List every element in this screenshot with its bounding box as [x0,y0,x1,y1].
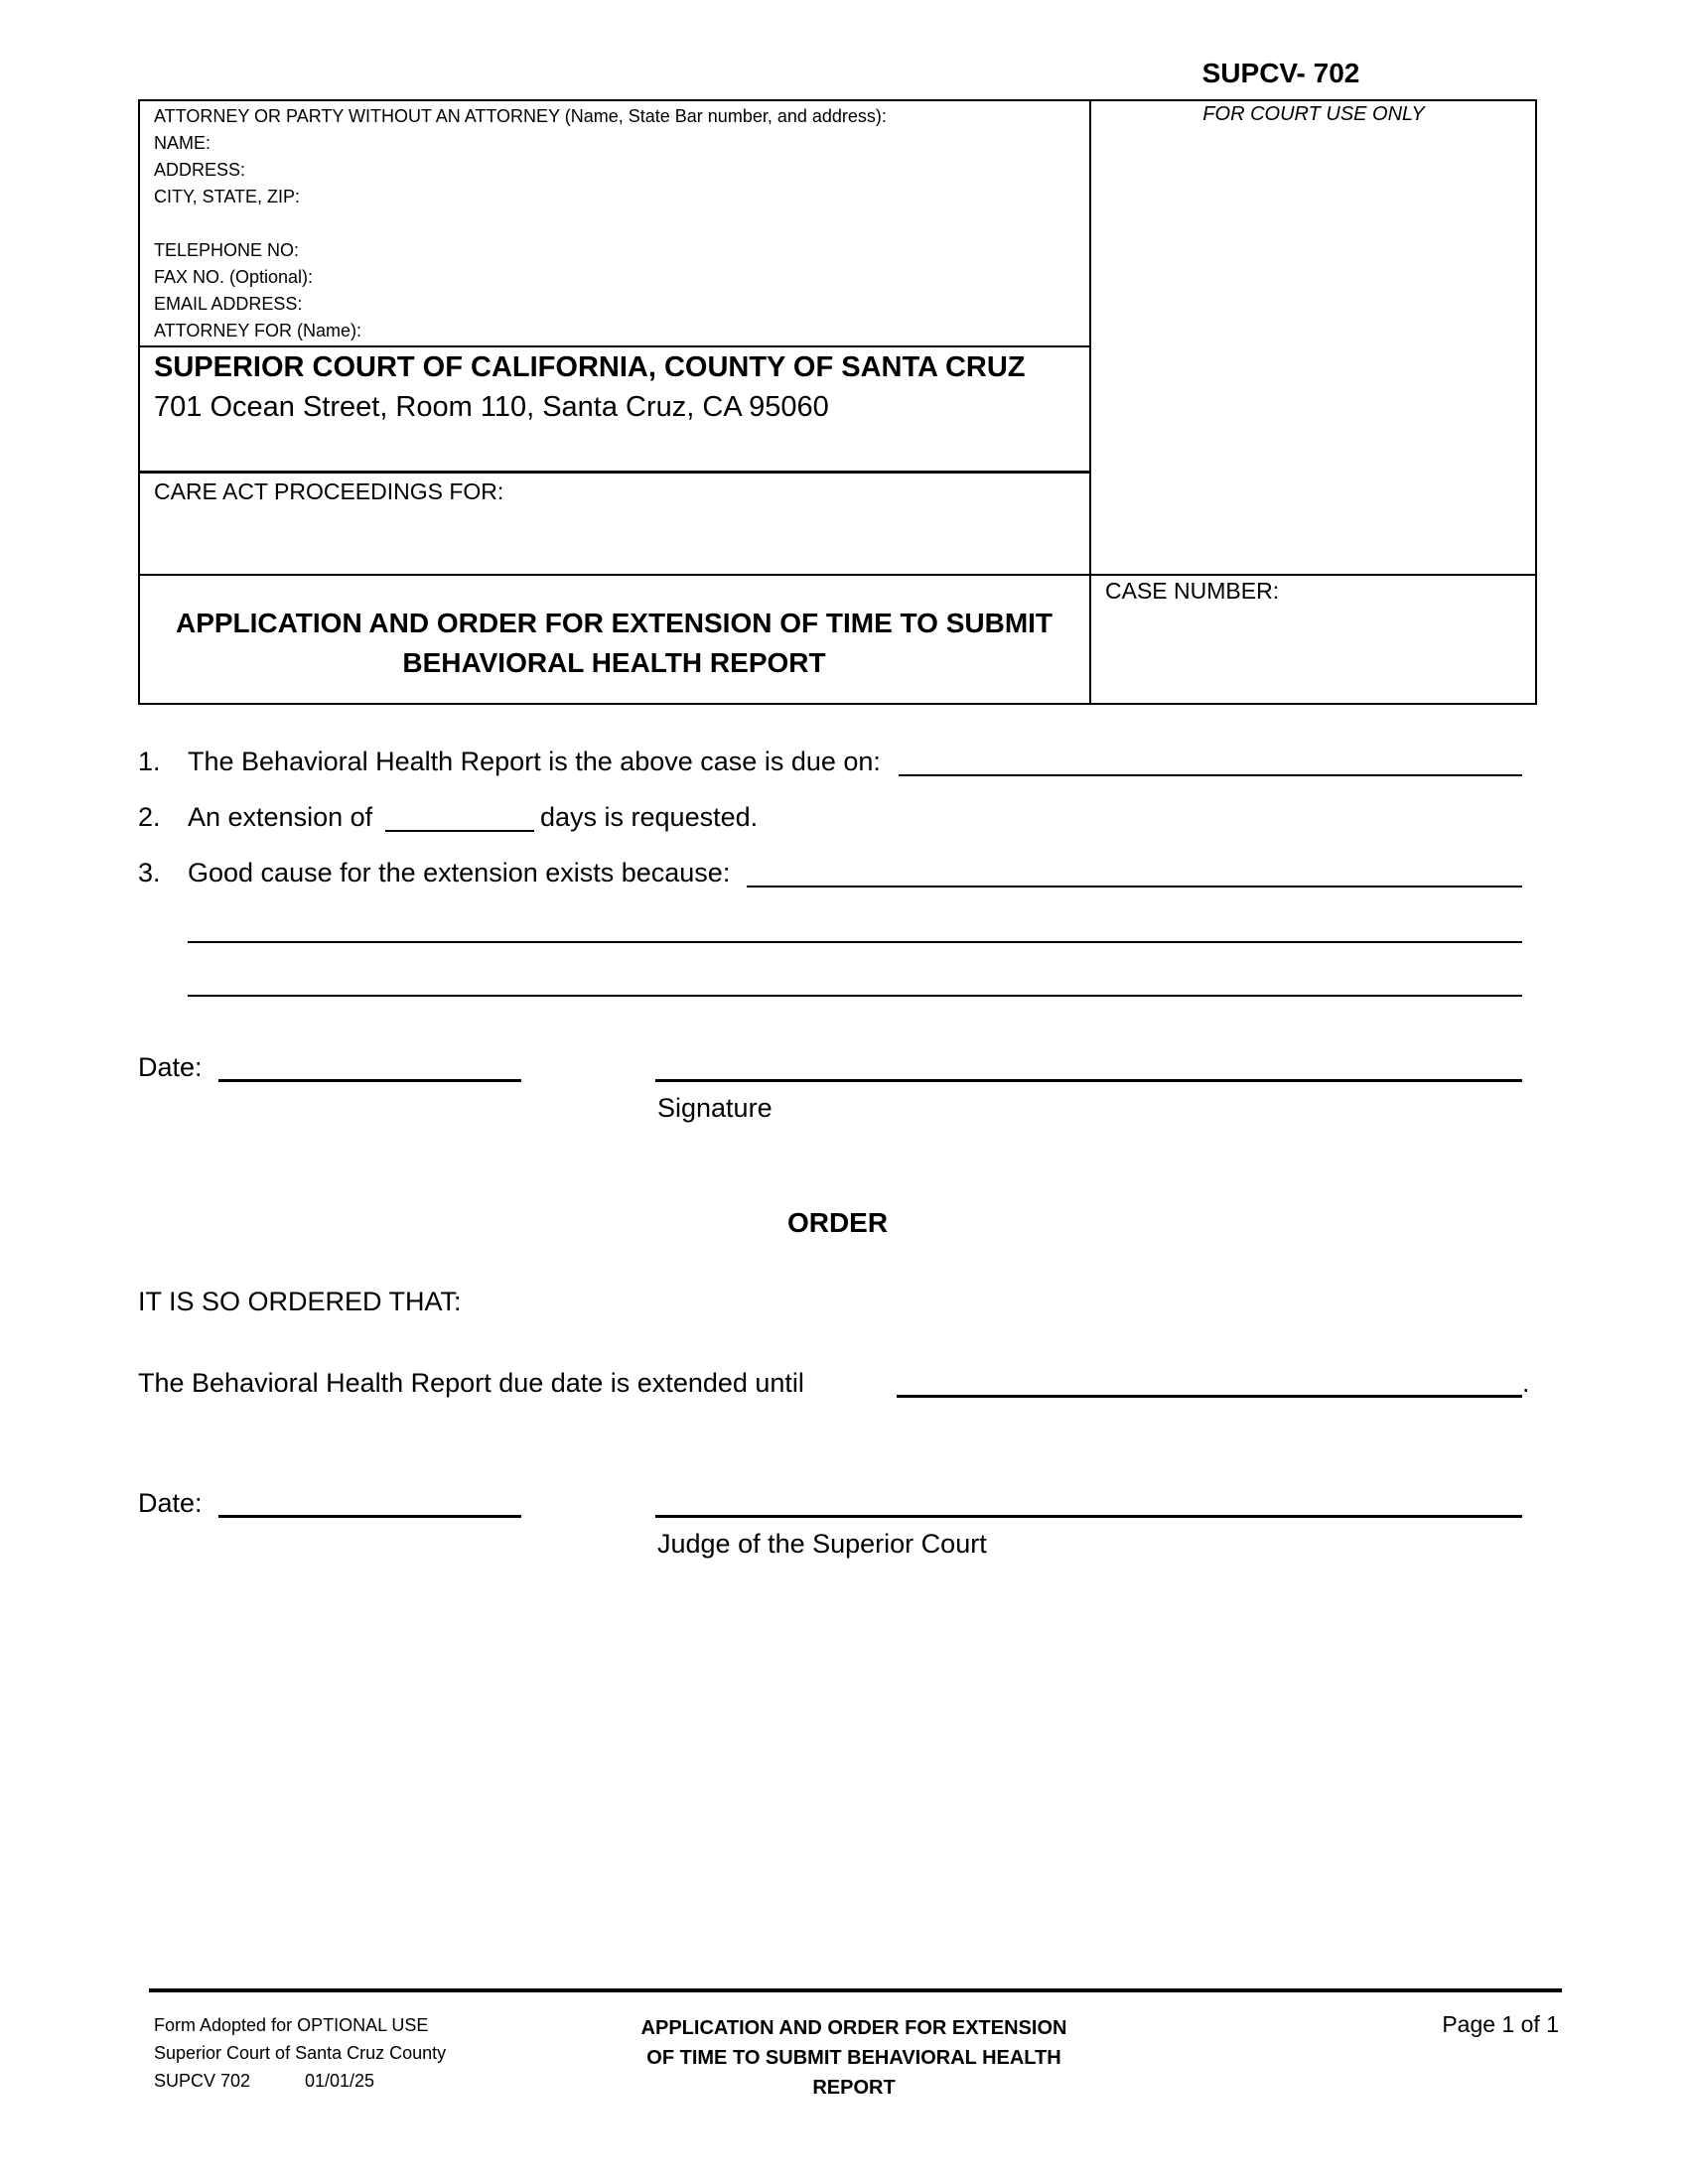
attorney-spacer [154,210,887,237]
good-cause-field-line2[interactable] [188,941,1522,943]
document-title [140,604,1088,683]
item-1-text: The Behavioral Health Report is the above case is due on: [188,747,881,776]
attorney-telephone-label: TELEPHONE NO: [154,240,300,260]
attorney-header: ATTORNEY OR PARTY WITHOUT AN ATTORNEY (Name, State Bar number, and address): [154,106,887,126]
footer-title-line3: REPORT [812,2077,896,2099]
footer-form-date: 01/01/25 [305,2071,375,2091]
footer-line2: Superior Court of Santa Cruz County [154,2043,447,2063]
court-name: SUPERIOR COURT OF CALIFORNIA, COUNTY OF SANTA CRUZ [154,351,1026,383]
good-cause-field-line3[interactable] [188,995,1522,997]
item-2-text: An extension of [188,802,373,832]
order-title: ORDER [786,1207,889,1238]
good-cause-field-line1[interactable] [747,886,1522,887]
footer-title-line2: OF TIME TO SUBMIT BEHAVIORAL HEALTH [646,2047,1061,2069]
item-3-text: Good cause for the extension exists because: [188,858,731,887]
footer-title-line1: APPLICATION AND ORDER FOR EXTENSION [640,2017,1067,2039]
caption-divider-court [138,345,1091,347]
document-title-line1: APPLICATION AND ORDER FOR EXTENSION OF TIME TO SUBMIT [175,608,1054,638]
court-address: 701 Ocean Street, Room 110, Santa Cruz, CA 95060 [154,391,829,423]
footer-line1: Form Adopted for OPTIONAL USE [154,2015,429,2035]
attorney-fax-label: FAX NO. (Optional): [154,267,314,287]
item-2-text-after: days is requested. [540,802,759,832]
extension-days-field[interactable] [385,830,534,832]
court-use-label: FOR COURT USE ONLY [1202,103,1425,125]
footer-form-code: SUPCV 702 [154,2071,251,2091]
due-date-field[interactable] [899,774,1522,776]
caption-divider-title [138,574,1537,576]
signature-label: Signature [657,1093,773,1123]
judge-signature-field[interactable] [655,1515,1522,1518]
order-period: . [1522,1368,1530,1398]
caption-divider-vertical [1089,99,1091,705]
footer-title [596,2013,1112,2103]
signature-field[interactable] [655,1079,1522,1082]
judge-label: Judge of the Superior Court [657,1529,987,1559]
attorney-name-label: NAME: [154,133,211,153]
order-text: The Behavioral Health Report due date is extended until [138,1368,804,1398]
footer-rule [149,1988,1562,1992]
form-number: SUPCV- 702 [1201,58,1360,88]
attorney-for-label: ATTORNEY FOR (Name): [154,321,362,341]
application-date-field[interactable] [218,1079,521,1082]
order-date-field[interactable] [218,1515,521,1518]
attorney-email-label: EMAIL ADDRESS: [154,294,303,314]
order-intro: IT IS SO ORDERED THAT: [138,1287,462,1316]
item-2-number: 2. [138,802,161,832]
application-date-label: Date: [138,1052,203,1082]
case-number-label: CASE NUMBER: [1105,578,1280,604]
page-number: Page 1 of 1 [1442,2011,1559,2037]
footer-form-info [154,2011,446,2095]
attorney-address-label: ADDRESS: [154,160,246,180]
item-1-number: 1. [138,747,161,776]
footer-line3 [154,2067,446,2095]
caption-divider-care [138,471,1091,474]
attorney-block [154,103,887,344]
attorney-city-label: CITY, STATE, ZIP: [154,187,301,206]
document-title-line2: BEHAVIORAL HEALTH REPORT [402,647,826,678]
item-3-number: 3. [138,858,161,887]
care-act-label: CARE ACT PROCEEDINGS FOR: [154,478,504,504]
extended-date-field[interactable] [897,1395,1522,1398]
order-date-label: Date: [138,1488,203,1518]
